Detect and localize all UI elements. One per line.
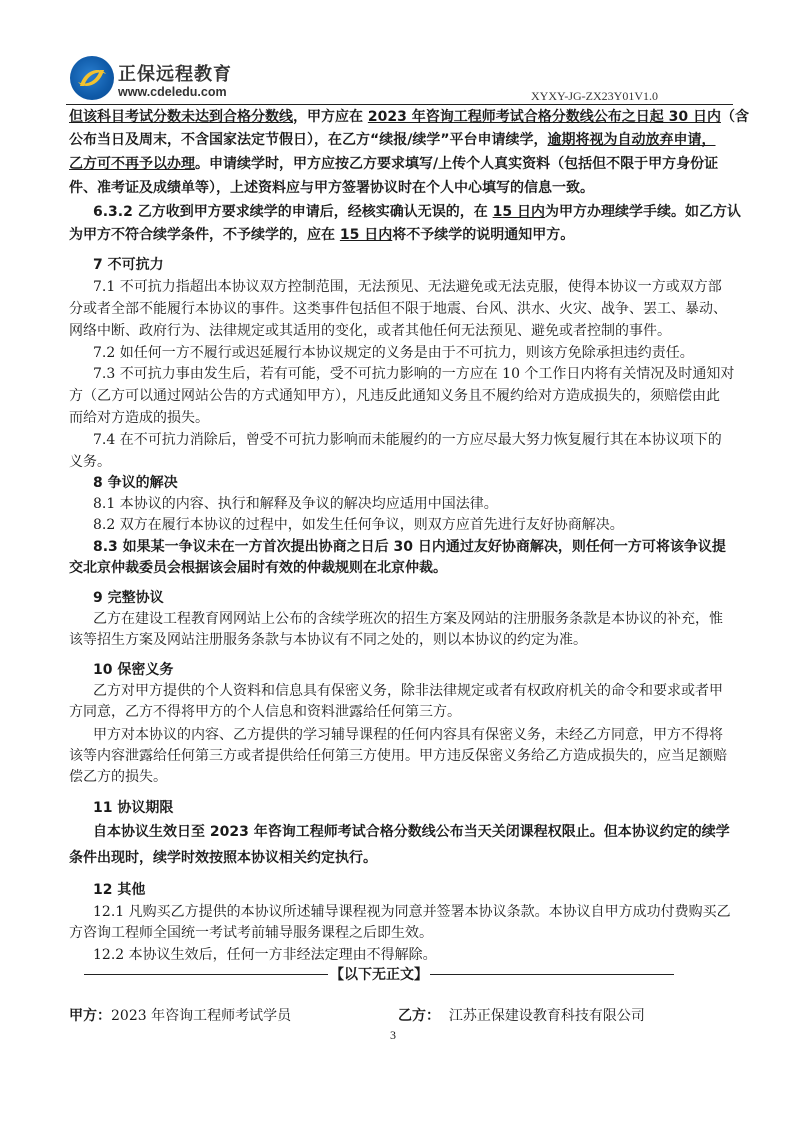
text-line bbox=[69, 746, 733, 766]
text-line bbox=[93, 537, 733, 557]
text-segment: 7.1 不可抗力指超出本协议双方控制范围，无法预见、无法避免或无法克服，使得本协议一方或双方部 bbox=[93, 279, 722, 295]
text-segment: 分或者全部不能履行本协议的事件。这类事件包括但不限于地震、台风、洪水、火灾、战争、罢工、暴动、 bbox=[69, 301, 727, 317]
text-line bbox=[69, 558, 733, 578]
text-segment: 7.2 如任何一方不履行或迟延履行本协议规定的义务是由于不可抗力，则该方免除承担违约责任。 bbox=[93, 345, 694, 361]
section-heading bbox=[93, 473, 733, 493]
text-segment: 为甲方不符合续学条件，不予续学的，应在 bbox=[69, 227, 340, 243]
logo-icon bbox=[70, 56, 114, 100]
text-line bbox=[69, 321, 733, 341]
text-segment: 偿乙方的损失。 bbox=[69, 769, 167, 785]
underlined-text: 乙方可不再予以办理 bbox=[69, 156, 195, 172]
text-segment: 12.2 本协议生效后，任何一方非经法定理由不得解除。 bbox=[93, 947, 437, 963]
text-segment: 将不予续学的说明通知甲方。 bbox=[392, 227, 575, 243]
text-segment: 方咨询工程师全国统一考试考前辅导服务课程之后即生效。 bbox=[69, 925, 433, 941]
party-b-label: 乙方： bbox=[398, 1008, 440, 1024]
underlined-text: 15 日内 bbox=[492, 204, 545, 220]
text-line bbox=[69, 408, 733, 428]
text-segment: 为甲方办理续学手续。如乙方认 bbox=[544, 204, 741, 220]
page-number: 3 bbox=[390, 1028, 396, 1042]
text-segment: 义务。 bbox=[69, 454, 111, 470]
text-segment: 8.3 如果某一争议未在一方首次提出协商之日后 30 日内通过友好协商解决，则任何一方可将该争议提 bbox=[93, 539, 726, 555]
text-line bbox=[69, 225, 733, 245]
text-line bbox=[93, 609, 733, 629]
text-line bbox=[93, 822, 733, 842]
text-segment: 7.3 不可抗力事由发生后，若有可能，受不可抗力影响的一方应在 10 个工作日内将有关情况及时通知对 bbox=[93, 366, 735, 382]
text-segment: 6.3.2 乙方收到甲方要求续学的申请后，经核实确认无误的，在 bbox=[93, 204, 493, 220]
text-segment: 12.1 凡购买乙方提供的本协议所述辅导课程视为同意并签署本协议条款。本协议自甲方成功付费购买乙 bbox=[93, 904, 731, 920]
text-segment: 。申请续学时，甲方应按乙方要求填写/上传个人真实资料（包括但不限于甲方身份证 bbox=[195, 156, 719, 172]
underlined-text: 15 日内 bbox=[339, 227, 393, 243]
text-segment: 网络中断、政府行为、法律规定或其适用的变化，或者其他任何无法预见、避免或者控制的事件。 bbox=[69, 323, 671, 339]
text-line bbox=[93, 515, 733, 535]
text-segment: 乙方对甲方提供的个人资料和信息具有保密义务，除非法律规定或者有权政府机关的命令和要求或者甲 bbox=[93, 683, 723, 699]
text-segment: 7 不可抗力 bbox=[93, 257, 164, 273]
text-segment: 交北京仲裁委员会根据该会届时有效的仲裁规则在北京仲裁。 bbox=[69, 560, 447, 576]
text-line bbox=[93, 945, 733, 965]
text-line bbox=[93, 725, 733, 745]
text-segment: 方（乙方可以通过网站公告的方式通知甲方），凡违反此通知义务且不履约给对方造成损失的，须赔偿由此 bbox=[69, 388, 720, 404]
text-line bbox=[69, 702, 733, 722]
text-segment: 甲方对本协议的内容、乙方提供的学习辅导课程的任何内容具有保密义务，未经乙方同意，甲方不得将 bbox=[93, 727, 723, 743]
text-line bbox=[69, 107, 749, 127]
text-segment: 方同意，乙方不得将甲方的个人信息和资料泄露给任何第三方。 bbox=[69, 704, 461, 720]
document-id: XYXY-JG-ZX23Y01V1.0 bbox=[531, 89, 658, 103]
text-segment: 条件出现时，续学时效按照本协议相关约定执行。 bbox=[69, 850, 377, 866]
text-line bbox=[69, 767, 733, 787]
text-line bbox=[93, 277, 733, 297]
party-b-value: 江苏正保建设教育科技有限公司 bbox=[448, 1008, 645, 1024]
text-line bbox=[69, 386, 733, 406]
party-b-signature bbox=[398, 1005, 645, 1025]
brand-name: 正保远程教育 bbox=[118, 64, 232, 85]
text-segment: 9 完整协议 bbox=[93, 590, 164, 606]
text-segment: 8 争议的解决 bbox=[93, 475, 178, 491]
text-line bbox=[93, 430, 733, 450]
text-line bbox=[69, 130, 733, 150]
party-a-value: 2023 年咨询工程师考试学员 bbox=[111, 1008, 292, 1024]
text-segment: 8.1 本协议的内容、执行和解释及争议的解决均应适用中国法律。 bbox=[93, 496, 498, 512]
divider-line bbox=[84, 974, 328, 975]
divider-line bbox=[430, 974, 674, 975]
text-line bbox=[93, 343, 733, 363]
text-segment: 而给对方造成的损失。 bbox=[69, 410, 209, 426]
brand-url: www.cdeledu.com bbox=[118, 85, 227, 99]
text-line bbox=[69, 923, 733, 943]
underlined-text: 逾期将视为自动放弃申请， bbox=[547, 132, 716, 148]
text-line bbox=[69, 154, 733, 174]
text-line bbox=[93, 902, 733, 922]
section-heading bbox=[93, 255, 733, 275]
text-line bbox=[93, 202, 741, 222]
text-segment: 8.2 双方在履行本协议的过程中，如发生任何争议，则双方应首先进行友好协商解决。 bbox=[93, 517, 624, 533]
text-segment: 11 协议期限 bbox=[93, 800, 174, 816]
text-line bbox=[69, 630, 733, 650]
end-divider bbox=[84, 964, 674, 984]
underlined-text: 但该科目考试分数未达到合格分数线 bbox=[69, 109, 293, 125]
divider-label: 【以下无正文】 bbox=[330, 967, 428, 983]
text-segment: 件、准考证及成绩单等），上述资料应与甲方签署协议时在个人中心填写的信息一致。 bbox=[69, 180, 594, 196]
text-segment: 12 其他 bbox=[93, 882, 146, 898]
text-line bbox=[69, 299, 733, 319]
section-heading bbox=[93, 660, 733, 680]
text-segment: 7.4 在不可抗力消除后，曾受不可抗力影响而未能履约的一方应尽最大努力恢复履行其在本协议项下的 bbox=[93, 432, 722, 448]
text-line bbox=[93, 494, 733, 514]
section-heading bbox=[93, 880, 733, 900]
section-heading bbox=[93, 588, 733, 608]
text-line bbox=[69, 848, 733, 868]
text-segment: 自本协议生效日至 2023 年咨询工程师考试合格分数线公布当天关闭课程权限止。但本协议约定的续学 bbox=[93, 824, 730, 840]
text-line bbox=[93, 681, 733, 701]
text-segment: （含 bbox=[720, 109, 749, 125]
text-segment: 公布当日及周末，不含国家法定节假日），在乙方“续报/续学”平台申请续学， bbox=[69, 132, 548, 148]
text-segment: 该等内容泄露给任何第三方或者提供给任何第三方使用。甲方违反保密义务给乙方造成损失的，应当足额赔 bbox=[69, 748, 727, 764]
text-line bbox=[69, 452, 733, 472]
party-a-signature bbox=[69, 1005, 291, 1025]
text-segment: 该等招生方案及网站注册服务条款与本协议有不同之处的，则以本协议的约定为准。 bbox=[69, 632, 587, 648]
text-segment: 10 保密义务 bbox=[93, 662, 174, 678]
party-a-label: 甲方： bbox=[69, 1008, 111, 1024]
underlined-text: 2023 年咨询工程师考试合格分数线公布之日起 30 日内 bbox=[367, 109, 721, 125]
text-segment: ，甲方应在 bbox=[293, 109, 368, 125]
text-segment: 乙方在建设工程教育网网站上公布的含续学班次的招生方案及网站的注册服务条款是本协议的补充，惟 bbox=[93, 611, 723, 627]
header-rule bbox=[66, 104, 733, 105]
section-heading bbox=[93, 798, 733, 818]
text-line bbox=[93, 364, 733, 384]
text-line bbox=[69, 178, 733, 198]
